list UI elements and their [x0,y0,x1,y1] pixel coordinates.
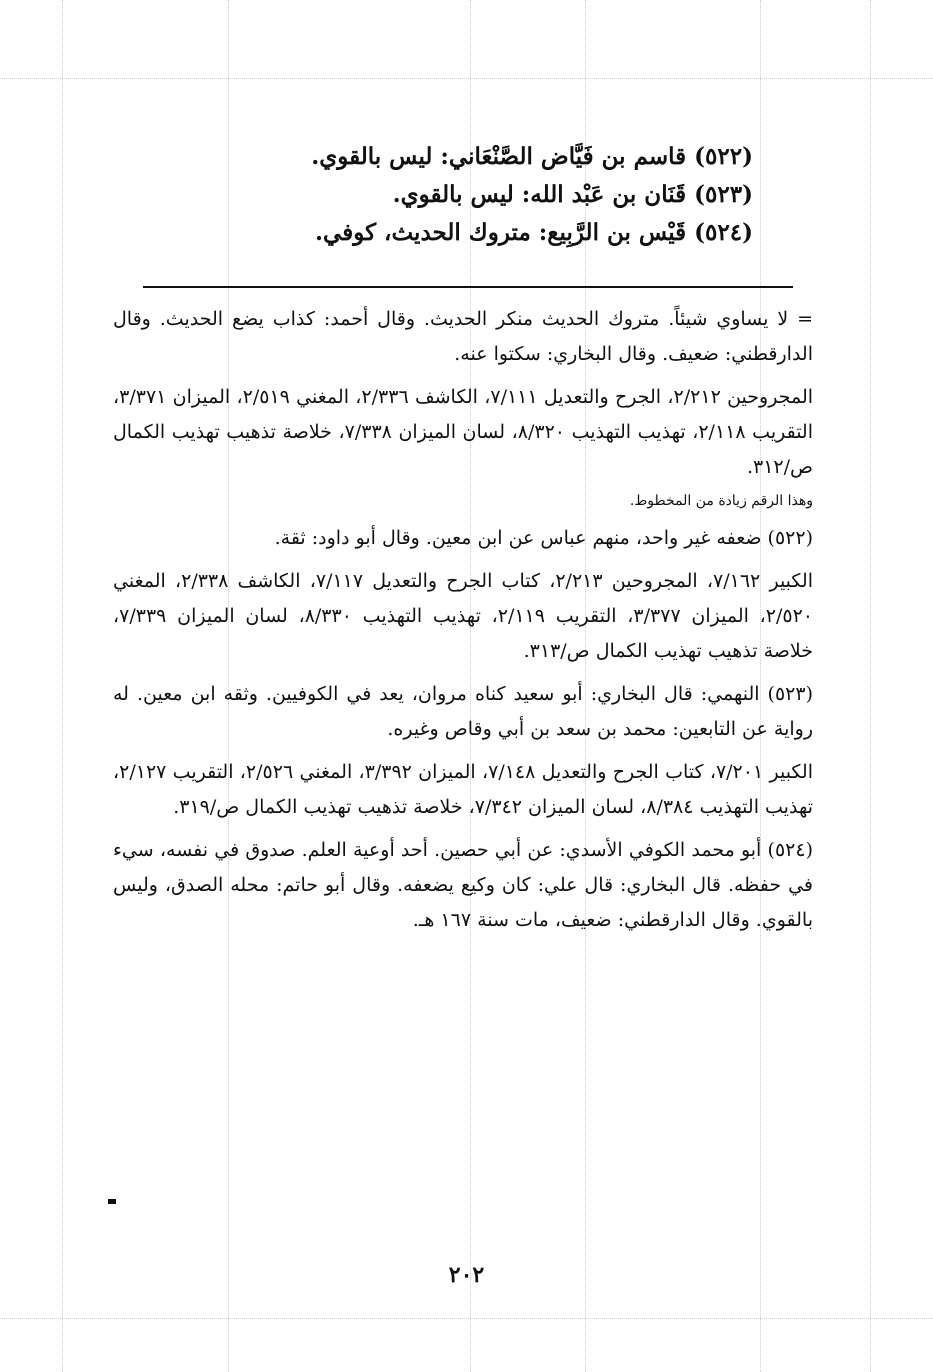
footnote-continuation: = لا يساوي شيئاً. متروك الحديث منكر الحديث. وقال أحمد: كذاب يضع الحديث. وقال الدارقطني: ضعيف. وقال البخاري: سكتوا عنه. [113,308,813,365]
footnote-522-sources: الكبير ٧/١٦٢، المجروحين ٢/٢١٣، كتاب الجرح والتعديل ٧/١١٧، الكاشف ٢/٣٣٨، المغني ٢/٥٢٠، الميزان ٣/٣٧٧، التقريب ٢/١١٩، تهذيب التهذيب ٨/٣٣٠، لسان الميزان ٧/٣٣٩، خلاصة تذهيب تهذيب الكمال ص/٣١٣. [113,570,813,662]
footnote-manuscript-note: وهذا الرقم زيادة من المخطوط. [629,493,813,509]
scan-guide-line [870,0,871,1372]
entry-524: (٥٢٤) قَيْس بن الرَّبِيع: متروك الحديث، كوفي. [315,219,753,246]
entry-522: (٥٢٢) قاسم بن فَيَّاض الصَّنْعَاني: ليس بالقوي. [311,143,753,170]
entry-523: (٥٢٣) قَنَان بن عَبْد الله: ليس بالقوي. [392,181,753,208]
footnote-524: (٥٢٤) أبو محمد الكوفي الأسدي: عن أبي حصين. أحد أوعية العلم. صدوق في نفسه، سيء في حفظه. قال البخاري: قال علي: كان وكيع يضعفه. وقال أبو حاتم: محله الصدق، وليس بالقوي. وقال الدارقطني: ضعيف، مات سنة ١٦٧ هـ. [113,839,813,931]
footnote-separator [143,286,793,288]
main-entries [253,138,753,252]
scan-guide-line [0,1318,933,1319]
scan-guide-line [62,0,63,1372]
footnote-522: (٥٢٢) ضعفه غير واحد، منهم عباس عن ابن معين. وقال أبو داود: ثقة. [274,527,813,549]
page-number: ٢٠٢ [448,1262,485,1288]
footnote-523: (٥٢٣) النهمي: قال البخاري: أبو سعيد كناه مروان، يعد في الكوفيين. وثقه ابن معين. له رواية عن التابعين: محمد بن سعد بن أبي وقاص وغيره. [113,683,813,740]
footnotes [113,302,813,946]
footnote-523-sources: الكبير ٧/٢٠١، كتاب الجرح والتعديل ٧/١٤٨، الميزان ٣/٣٩٢، المغني ٢/٥٢٦، التقريب ٢/١٢٧، تهذيب التهذيب ٨/٣٨٤، لسان الميزان ٧/٣٤٢، خلاصة تذهيب تهذيب الكمال ص/٣١٩. [113,761,813,818]
scan-guide-line [0,78,933,79]
end-mark [108,1199,116,1204]
footnote-sources: المجروحين ٢/٢١٢، الجرح والتعديل ٧/١١١، الكاشف ٢/٣٣٦، المغني ٢/٥١٩، الميزان ٣/٣٧١، التقريب ٢/١١٨، تهذيب التهذيب ٨/٣٢٠، لسان الميزان ٧/٣٣٨، خلاصة تذهيب تهذيب الكمال ص/٣١٢. [113,386,814,478]
